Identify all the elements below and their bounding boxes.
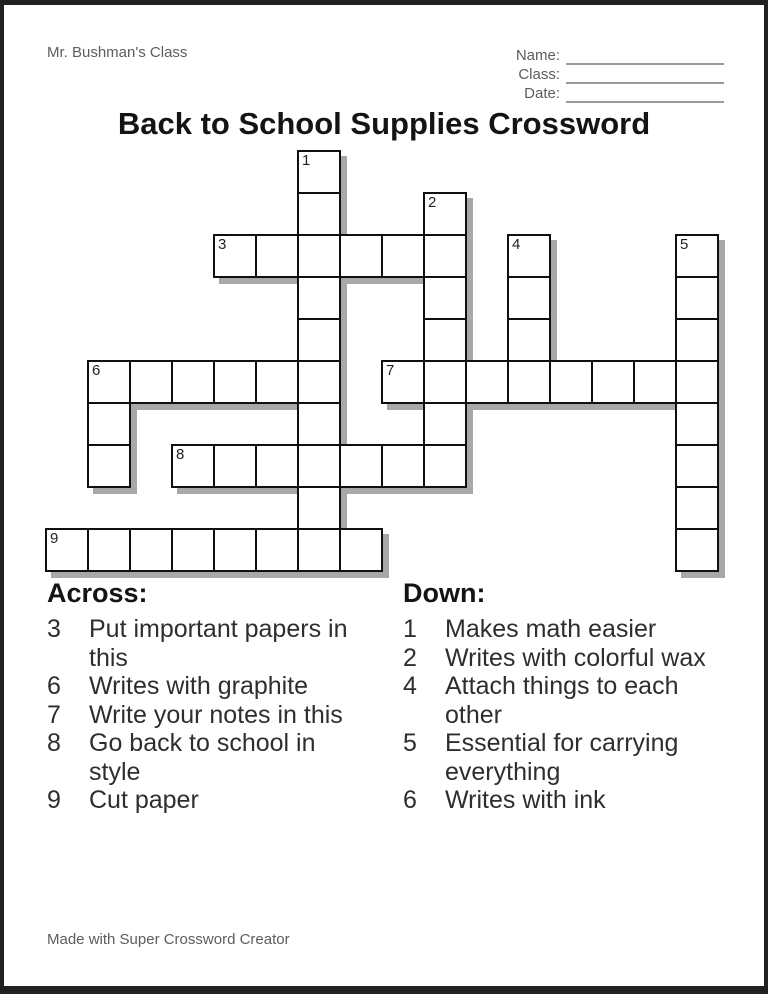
grid-cell[interactable] — [507, 276, 551, 320]
grid-cell[interactable] — [675, 444, 719, 488]
grid-cell[interactable] — [339, 444, 383, 488]
grid-cell[interactable] — [675, 360, 719, 404]
cell-number: 1 — [302, 152, 311, 169]
page-title: Back to School Supplies Crossword — [117, 106, 651, 141]
grid-cell[interactable] — [255, 360, 299, 404]
grid-cell[interactable] — [465, 360, 509, 404]
grid-cell[interactable] — [213, 444, 257, 488]
grid-cell[interactable] — [423, 234, 467, 278]
clue-item — [47, 786, 356, 815]
grid-cell[interactable] — [549, 360, 593, 404]
clue-item — [47, 701, 356, 730]
grid-cell[interactable] — [339, 234, 383, 278]
clue-number: 6 — [403, 786, 417, 814]
grid-cell[interactable] — [87, 402, 131, 446]
grid-cell[interactable] — [255, 234, 299, 278]
cell-number: 2 — [428, 194, 437, 211]
down-clue-list — [403, 615, 715, 815]
grid-cell[interactable] — [255, 444, 299, 488]
header-field-line[interactable] — [566, 85, 724, 103]
grid-cell[interactable] — [171, 444, 215, 488]
grid-cell[interactable] — [423, 192, 467, 236]
clue-item — [403, 729, 715, 786]
header-field-row — [498, 84, 724, 103]
grid-cell[interactable] — [129, 360, 173, 404]
clue-item — [47, 729, 356, 786]
clue-text: Attach things to each other — [445, 672, 679, 729]
cell-number: 5 — [680, 236, 689, 253]
cell-number: 4 — [512, 236, 521, 253]
header-field-row — [498, 46, 724, 65]
grid-cell[interactable] — [255, 528, 299, 572]
grid-cell[interactable] — [381, 360, 425, 404]
grid-cell[interactable] — [675, 234, 719, 278]
clue-number: 6 — [47, 672, 61, 700]
grid-cell[interactable] — [297, 276, 341, 320]
grid-cell[interactable] — [297, 234, 341, 278]
clue-item — [47, 615, 356, 672]
clue-text: Writes with colorful wax — [445, 643, 706, 672]
clue-number: 8 — [47, 729, 61, 757]
grid-cell[interactable] — [423, 318, 467, 362]
clue-number: 9 — [47, 786, 61, 814]
grid-cell[interactable] — [423, 402, 467, 446]
header-field-label: Name: — [515, 47, 560, 64]
clue-number: 3 — [47, 615, 61, 643]
cell-number: 3 — [218, 236, 227, 253]
grid-cell[interactable] — [381, 234, 425, 278]
clue-number: 1 — [403, 615, 417, 643]
grid-cell[interactable] — [339, 528, 383, 572]
grid-cell[interactable] — [297, 360, 341, 404]
clue-text: Put important papers in this — [89, 615, 348, 672]
header-field-row — [498, 65, 724, 84]
grid-cell[interactable] — [507, 318, 551, 362]
grid-cell[interactable] — [297, 402, 341, 446]
footer-credit: Made with Super Crossword Creator — [47, 931, 290, 948]
down-clues-section — [403, 578, 715, 815]
grid-cell[interactable] — [423, 360, 467, 404]
clue-text: Essential for carrying everything — [445, 729, 679, 786]
header-field-line[interactable] — [566, 66, 724, 84]
clue-text: Writes with graphite — [89, 672, 309, 700]
clue-item — [403, 786, 715, 815]
clue-text: Writes with ink — [445, 786, 606, 814]
header-field-line[interactable] — [566, 47, 724, 65]
across-clues-section — [47, 578, 356, 815]
grid-cell[interactable] — [297, 444, 341, 488]
grid-cell[interactable] — [213, 360, 257, 404]
grid-cell[interactable] — [675, 318, 719, 362]
down-heading: Down: — [403, 578, 486, 608]
header-field-label: Class: — [518, 66, 560, 83]
teacher-name: Mr. Bushman's Class — [47, 44, 188, 61]
grid-cell[interactable] — [87, 528, 131, 572]
grid-cell[interactable] — [423, 444, 467, 488]
clue-text: Write your notes in this — [89, 700, 343, 729]
crossword-grid — [45, 150, 719, 572]
clue-item — [403, 615, 715, 644]
cell-number: 6 — [92, 362, 101, 379]
grid-cell[interactable] — [591, 360, 635, 404]
clue-number: 7 — [47, 700, 61, 729]
grid-cell[interactable] — [507, 360, 551, 404]
grid-cell[interactable] — [297, 318, 341, 362]
clue-text: Cut paper — [89, 786, 199, 814]
clue-number: 5 — [403, 729, 417, 757]
clue-item — [403, 644, 715, 673]
grid-cell[interactable] — [423, 276, 467, 320]
across-clue-list — [47, 615, 356, 815]
grid-cell[interactable] — [45, 528, 89, 572]
grid-cell[interactable] — [129, 528, 173, 572]
grid-cell[interactable] — [213, 234, 257, 278]
across-heading: Across: — [47, 578, 148, 608]
grid-cell[interactable] — [675, 528, 719, 572]
grid-cell[interactable] — [633, 360, 677, 404]
header-field-label: Date: — [524, 85, 560, 102]
cell-number: 9 — [50, 530, 59, 547]
clue-number: 4 — [403, 672, 417, 700]
grid-cell[interactable] — [87, 444, 131, 488]
grid-cell[interactable] — [297, 528, 341, 572]
grid-cell[interactable] — [675, 402, 719, 446]
clue-item — [47, 672, 356, 701]
cell-number: 8 — [176, 446, 185, 463]
grid-cell[interactable] — [507, 234, 551, 278]
cell-number: 7 — [386, 362, 395, 379]
clue-text: Go back to school in style — [89, 729, 316, 786]
grid-cell[interactable] — [297, 486, 341, 530]
grid-cell[interactable] — [171, 528, 215, 572]
clue-number: 2 — [403, 643, 417, 672]
grid-cell[interactable] — [297, 192, 341, 236]
grid-cell[interactable] — [381, 444, 425, 488]
grid-cell[interactable] — [171, 360, 215, 404]
header-fields — [498, 46, 724, 103]
grid-cell[interactable] — [675, 486, 719, 530]
grid-cell[interactable] — [87, 360, 131, 404]
grid-cell[interactable] — [297, 150, 341, 194]
grid-cell[interactable] — [675, 276, 719, 320]
grid-cell[interactable] — [213, 528, 257, 572]
clue-item — [403, 672, 715, 729]
clue-text: Makes math easier — [445, 615, 657, 643]
